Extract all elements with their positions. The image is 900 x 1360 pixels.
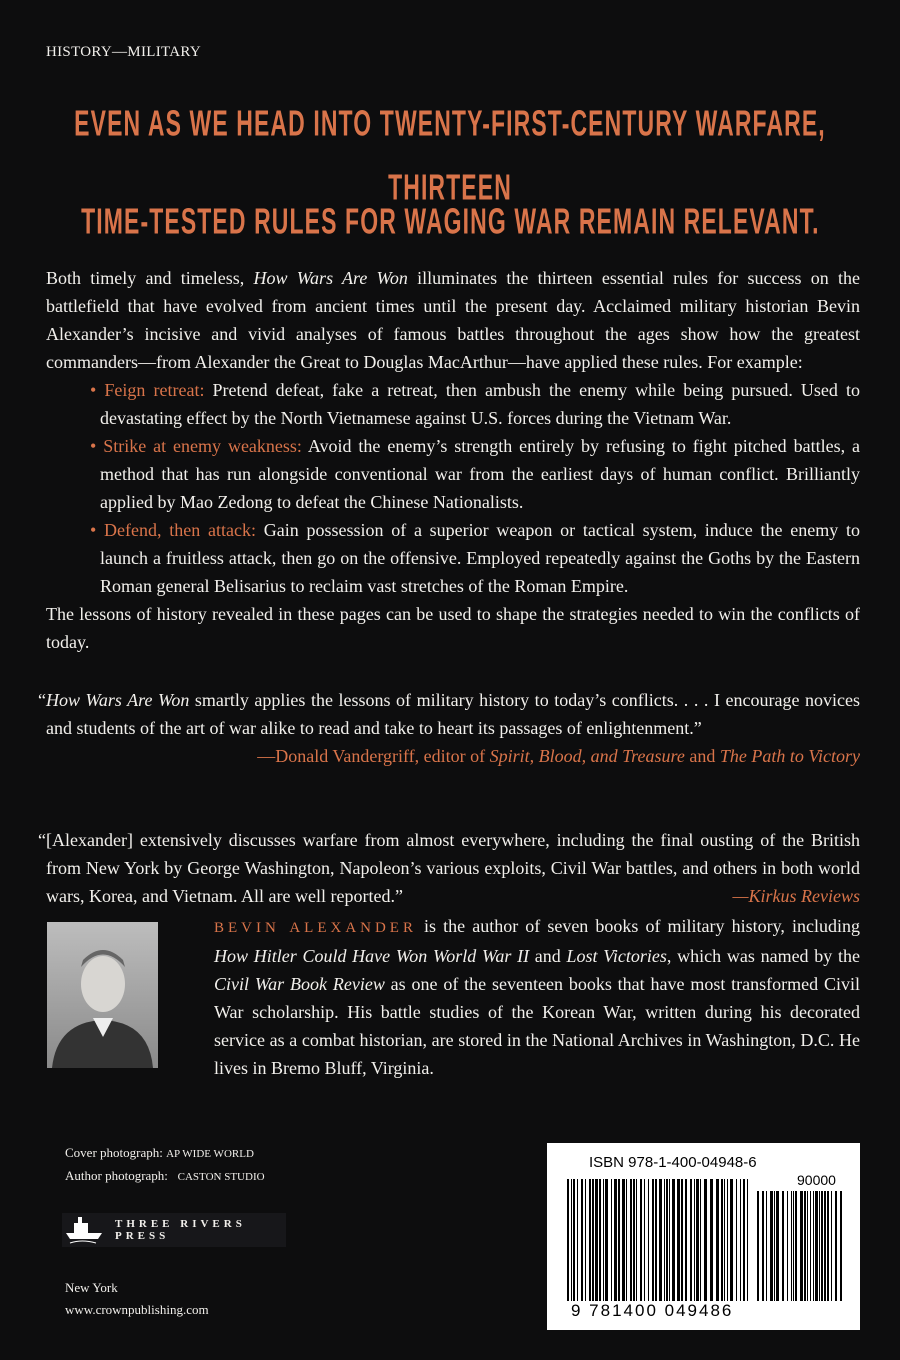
headline-line: EVEN AS WE HEAD INTO TWENTY-FIRST-CENTURY WARFARE, THIRTEEN [74,103,826,209]
headline-line: TIME-TESTED RULES FOR WAGING WAR REMAIN RELEVANT. [80,201,820,243]
barcode-bars-icon [559,1171,849,1301]
barcode-digits: 9 781400 049486 [571,1301,734,1320]
rule-text: Avoid the enemy’s strength entirely by refusing to fight pitched battles, a method that has run alongside conventional war from the earliest days of human conflict. Brilliantly applied by Mao Zedong to defeat the Chinese Nationalists. [100,436,860,512]
quote-kirkus [38,826,860,910]
quote-attribution: —Kirkus Reviews [732,886,860,906]
barcode [547,1143,860,1330]
credit-label: Author photograph: [65,1168,168,1183]
book-title: How Wars Are Won [253,268,408,288]
publisher-city: New York [65,1280,118,1295]
book-title: How Wars Are Won [46,690,190,710]
closing-paragraph: The lessons of history revealed in these pages can be used to shape the strategies needed to win the conflicts of today. [46,604,860,652]
description [46,264,860,656]
price-code: 90000 [797,1172,836,1188]
credit-value: AP WIDE WORLD [166,1148,254,1160]
rule-text: Pretend defeat, fake a retreat, then ambush the enemy while being pursued. Used to devastating effect by the North Vietnamese against U.S. forces during the Vietnam War. [100,380,860,428]
intro-text: Both timely and timeless, [46,268,254,288]
isbn-text: ISBN 978-1-400-04948-6 [589,1154,757,1171]
author-name: BEVIN ALEXANDER [214,920,417,936]
intro-text: illuminates the thirteen essential rules for success on the battlefield that have evolved from ancient times until the present day. Acclaimed military historian Bevin Alexander’s incisive and vivid analyses of famous battles throughout the ages show how the greatest commanders—from Alexander the Great to Douglas MacArthur—have applied these rules. For example: [46,268,860,372]
book-title: How Hitler Could Have Won World War II [214,946,530,966]
quote-body: “[Alexander] extensively discusses warfare from almost everywhere, including the final ousting of the British from New York by George Washington, Napoleon’s various exploits, Civil War battles, and others in both world wars, Korea, and Vietnam. All are well reported.” [38,830,860,906]
author-photo [47,922,158,1068]
boat-icon [62,1213,103,1247]
quote-body: smartly applies the lessons of military history to today’s conflicts. . . . I encourage novices and students of the art of war alike to read and take to heart its passages of enlightenment.” [46,690,860,738]
attribution-text: —Donald Vandergriff, editor of [257,746,490,766]
category-label: HISTORY—MILITARY [46,44,201,60]
book-title: Lost Victories [566,946,667,966]
attribution-text: and [684,746,720,766]
rule-text: Gain possession of a superior weapon or tactical system, induce the enemy to launch a fruitless attack, then go on the offensive. Employed repeatedly against the Goths by the Eastern Roman general Belisarius to reclaim vast stretches of the Roman Empire. [100,520,860,596]
intro-paragraph [46,264,860,376]
quote-attribution [46,742,860,770]
book-title: The Path to Victory [719,746,860,766]
rule-name: • Defend, then attack: [90,520,256,540]
bio-text: is the author of seven books of military history, including [416,916,860,936]
quote-vandergriff [38,686,860,770]
rule-item [46,432,860,516]
rule-item [46,516,860,600]
bio-text: , which was named by the [666,946,860,966]
rule-name: • Strike at enemy weakness: [90,436,302,456]
publisher-name: THREE RIVERS PRESS [115,1218,246,1242]
bio-text: as one of the seventeen books that have most transformed Civil War scholarship. His battle studies of the Korean War, written during his decorated service as a combat historian, are stored in the National Archives in Washington, D.C. He lives in Bremo Bluff, Virginia. [214,974,860,1078]
author-portrait-icon [47,922,158,1068]
bio-text: and [529,946,567,966]
headline [0,103,900,244]
photo-credits [65,1142,265,1188]
publisher-logo [62,1213,286,1247]
quote-mark: “ [38,690,46,710]
rule-item [46,376,860,432]
credit-label: Cover photograph: [65,1145,163,1160]
publisher-url[interactable]: www.crownpublishing.com [65,1302,209,1317]
author-bio [214,912,860,1082]
publisher-info [65,1277,209,1321]
rule-name: • Feign retreat: [90,380,205,400]
quote-text [38,686,860,742]
book-title: Spirit, Blood, and Treasure [489,746,685,766]
book-title: Civil War Book Review [214,974,385,994]
credit-value: CASTON STUDIO [177,1171,265,1183]
